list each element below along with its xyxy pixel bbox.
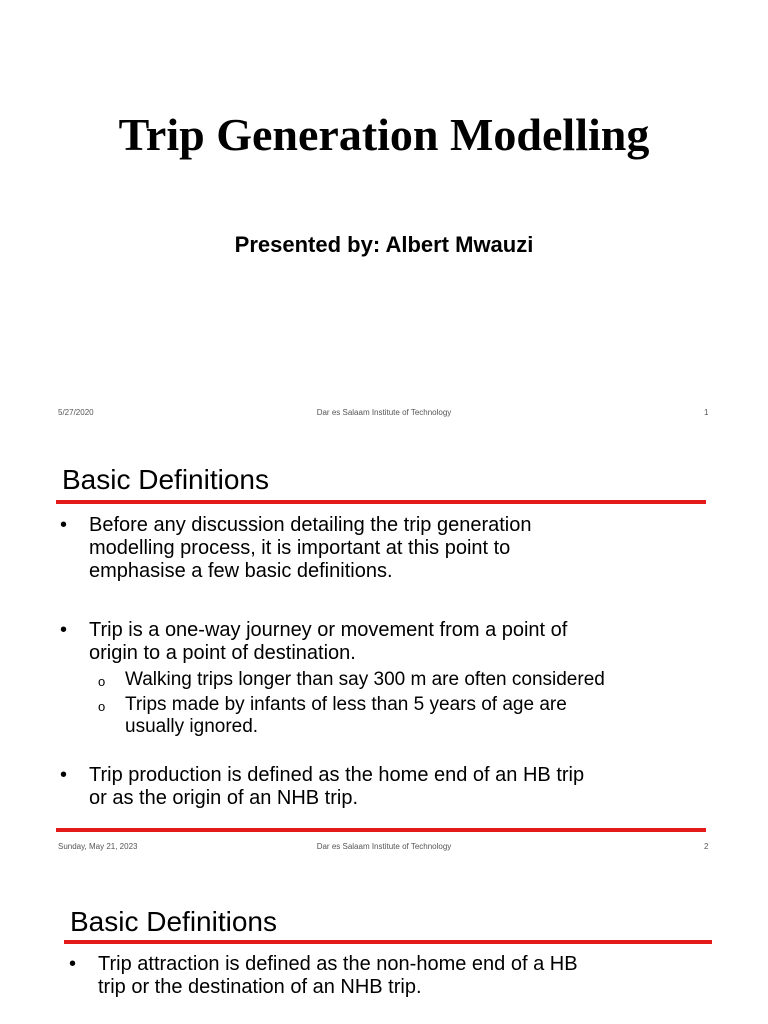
slide1-footer-date: 5/27/2020 [58,408,94,417]
slide1-footer-institute: Dar es Salaam Institute of Technology [316,408,452,417]
slide2-heading: Basic Definitions [62,464,269,495]
slide2-bottom-rule [56,828,706,832]
slide3-heading-rule [64,940,712,944]
bullet-line: Trip production is defined as the home end of an HB trip [89,764,585,786]
slide3-bullet-list [69,953,738,999]
bullet-dot-icon: • [60,764,68,786]
bullet-line: or as the origin of an NHB trip. [89,787,359,809]
slide1-title: Trip Generation Modelling [118,109,650,160]
sub-bullet-line: usually ignored. [125,716,259,737]
bullet-line: Trip attraction is defined as the non-home end of a HB [98,953,578,975]
slide3-heading: Basic Definitions [70,906,277,937]
bullet-item [60,764,729,810]
bullet-line: origin to a point of destination. [89,642,356,664]
slide2-heading-rule [56,500,706,504]
sub-bullet-list [98,669,729,738]
bullet-item [69,953,738,999]
bullet-item [60,514,729,583]
slide2-footer-page: 2 [704,842,709,851]
sub-bullet-line: Walking trips longer than say 300 m are often considered [125,669,605,690]
slide1-footer-page: 1 [704,408,709,417]
sub-bullet-item [98,669,729,691]
sub-bullet-line: Trips made by infants of less than 5 years of age are [125,694,567,715]
bullet-line: Before any discussion detailing the trip generation [89,514,532,536]
bullet-line: emphasise a few basic definitions. [89,560,393,582]
bullet-dot-icon: • [69,953,77,975]
bullet-item [60,619,729,738]
bullet-dot-icon: • [60,619,68,641]
sub-bullet-item [98,694,729,738]
slide2-footer-institute: Dar es Salaam Institute of Technology [316,842,452,851]
circle-bullet-icon: o [98,699,106,714]
bullet-line: trip or the destination of an NHB trip. [98,976,422,998]
slide2-footer-date: Sunday, May 21, 2023 [58,842,138,851]
bullet-line: modelling process, it is important at this point to [89,537,511,559]
slide1-presenter: Presented by: Albert Mwauzi [234,232,534,257]
bullet-line: Trip is a one-way journey or movement from a point of [89,619,568,641]
bullet-dot-icon: • [60,514,68,536]
slide2-bullet-list [60,514,729,810]
circle-bullet-icon: o [98,674,106,689]
